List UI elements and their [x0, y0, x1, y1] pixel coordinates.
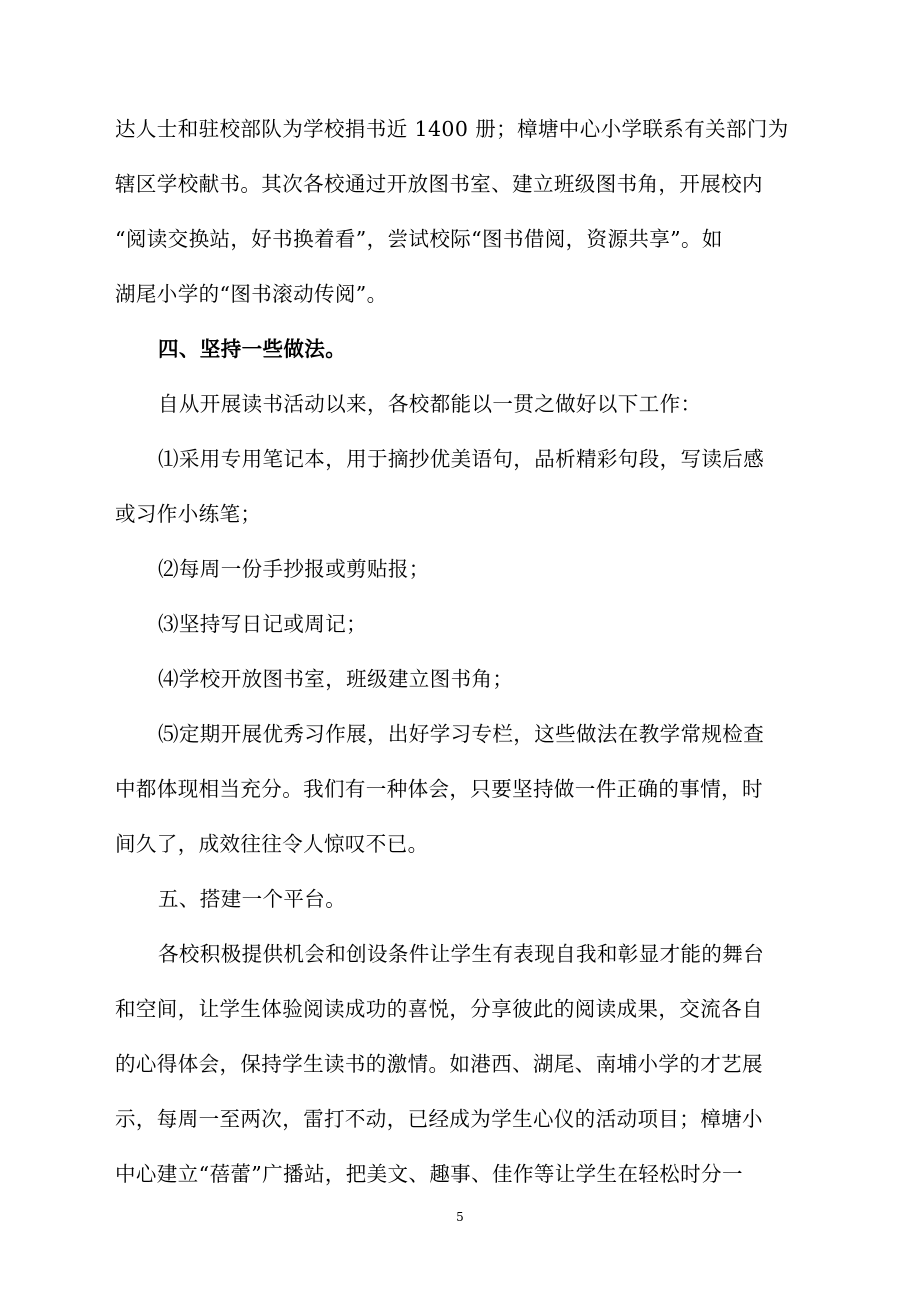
paragraph-line: 中心建立“蓓蕾”广播站，把美文、趣事、佳作等让学生在轻松时分一: [115, 1162, 743, 1186]
paragraph-line: 湖尾小学的“图书滚动传阅”。: [115, 282, 388, 306]
list-item-line: 或习作小练笔；: [115, 502, 262, 526]
page-number: 5: [456, 1210, 464, 1224]
paragraph-line: 辖区学校献书。其次各校通过开放图书室、建立班级图书角，开展校内: [115, 172, 763, 196]
paragraph-line: 自从开展读书活动以来，各校都能以一贯之做好以下工作：: [158, 392, 702, 416]
paragraph-line: 达人士和驻校部队为学校捐书近 1400 册；樟塘中心小学联系有关部门为: [115, 117, 789, 141]
paragraph-line: “阅读交换站，好书换着看”，尝试校际“图书借阅，资源共享”。如: [115, 227, 723, 251]
paragraph-line: 各校积极提供机会和创设条件让学生有表现自我和彰显才能的舞台: [158, 942, 765, 966]
section-heading: 四、坚持一些做法。: [158, 337, 347, 361]
paragraph-line: 的心得体会，保持学生读书的激情。如港西、湖尾、南埔小学的才艺展: [115, 1052, 763, 1076]
list-item-line: ⑷学校开放图书室，班级建立图书角；: [158, 667, 514, 691]
list-item-line: ⑸定期开展优秀习作展，出好学习专栏，这些做法在教学常规检查: [158, 722, 765, 746]
paragraph-line: 间久了，成效往往令人惊叹不已。: [115, 832, 429, 856]
list-item-line: ⑴采用专用笔记本，用于摘抄优美语句，品析精彩句段，写读后感: [158, 447, 765, 471]
section-heading: 五、搭建一个平台。: [158, 887, 347, 911]
paragraph-line: 和空间，让学生体验阅读成功的喜悦，分享彼此的阅读成果，交流各自: [115, 997, 763, 1021]
paragraph-line: 中都体现相当充分。我们有一种体会，只要坚持做一件正确的事情，时: [115, 777, 763, 801]
paragraph-line: 示，每周一至两次，雷打不动，已经成为学生心仪的活动项目；樟塘小: [115, 1107, 763, 1131]
list-item-line: ⑶坚持写日记或周记；: [158, 612, 367, 636]
list-item-line: ⑵每周一份手抄报或剪贴报；: [158, 557, 430, 581]
